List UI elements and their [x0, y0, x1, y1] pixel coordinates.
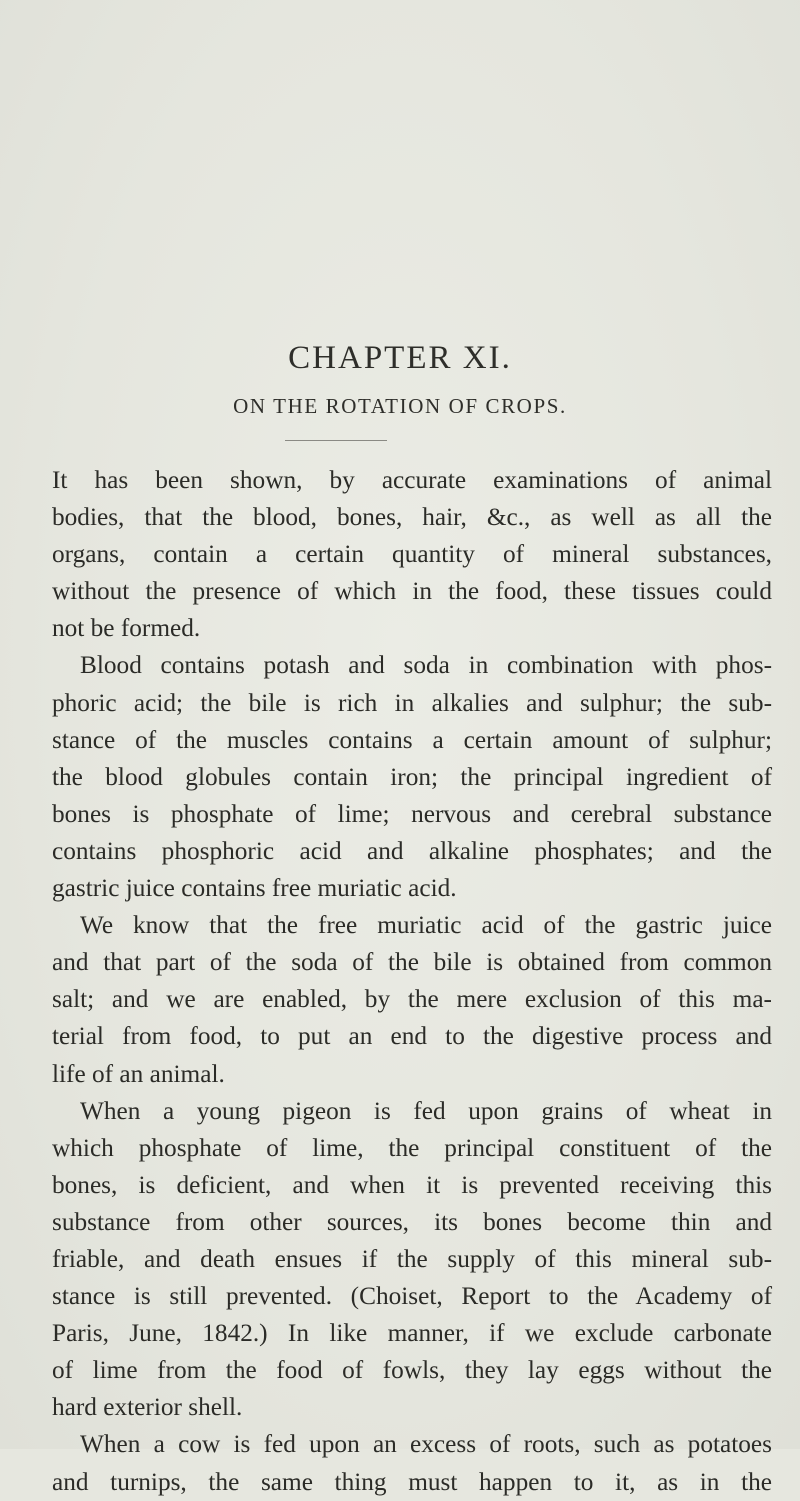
- text-line: not be formed.: [52, 614, 201, 643]
- text-line: It has been shown, by accurate examinations of animal: [52, 466, 772, 494]
- paragraph-4: [52, 1093, 772, 1427]
- paragraph-3: [52, 907, 772, 1092]
- text-line: stance of the muscles contains a certain amount of sulphur;: [52, 725, 772, 754]
- text-line: bones, is deficient, and when it is prevented receiving this: [52, 1170, 772, 1199]
- text-line: and turnips, the same thing must happen to it, as in the: [52, 1467, 772, 1496]
- text-line: When a cow is fed upon an excess of roots, such as potatoes: [80, 1430, 772, 1459]
- text-line: We know that the free muriatic acid of the gastric juice: [80, 911, 772, 940]
- text-line: salt; and we are enabled, by the mere exclusion of this ma-: [52, 985, 772, 1014]
- text-line: terial from food, to put an end to the digestive process and: [52, 1022, 772, 1051]
- text-line: friable, and death ensues if the supply of this mineral sub-: [52, 1244, 772, 1273]
- body-text: [52, 462, 772, 1501]
- paragraph-5: [52, 1426, 772, 1500]
- chapter-heading: CHAPTER XI.: [288, 340, 512, 376]
- text-line: which phosphate of lime, the principal constituent of the: [52, 1133, 772, 1162]
- paragraph-1: [52, 462, 772, 647]
- paragraph-2: [52, 647, 772, 907]
- text-line: bones is phosphate of lime; nervous and cerebral substance: [52, 799, 772, 828]
- text-line: and that part of the soda of the bile is obtained from common: [52, 948, 772, 977]
- text-line: Paris, June, 1842.) In like manner, if we exclude carbonate: [52, 1319, 772, 1348]
- text-line: phoric acid; the bile is rich in alkalies and sulphur; the sub-: [52, 688, 772, 717]
- text-line: gastric juice contains free muriatic acid.: [52, 874, 457, 903]
- text-line: contains phosphoric acid and alkaline phosphates; and the: [52, 836, 772, 865]
- chapter-title: ON THE ROTATION OF CROPS.: [233, 394, 567, 418]
- text-line: the blood globules contain iron; the principal ingredient of: [52, 762, 772, 791]
- text-line: substance from other sources, its bones become thin and: [52, 1207, 772, 1236]
- text-line: life of an animal.: [52, 1059, 225, 1088]
- text-line: without the presence of which in the food, these tissues could: [52, 577, 772, 606]
- text-line: organs, contain a certain quantity of mineral substances,: [52, 540, 772, 569]
- text-line: stance is still prevented. (Choiset, Report to the Academy of: [52, 1282, 772, 1311]
- text-line: Blood contains potash and soda in combination with phos-: [80, 651, 772, 680]
- heading-divider: [285, 440, 387, 441]
- text-line: When a young pigeon is fed upon grains of wheat in: [80, 1096, 772, 1125]
- text-line: hard exterior shell.: [52, 1393, 243, 1422]
- text-line: bodies, that the blood, bones, hair, &c., as well as all the: [52, 503, 772, 532]
- text-line: of lime from the food of fowls, they lay eggs without the: [52, 1356, 772, 1385]
